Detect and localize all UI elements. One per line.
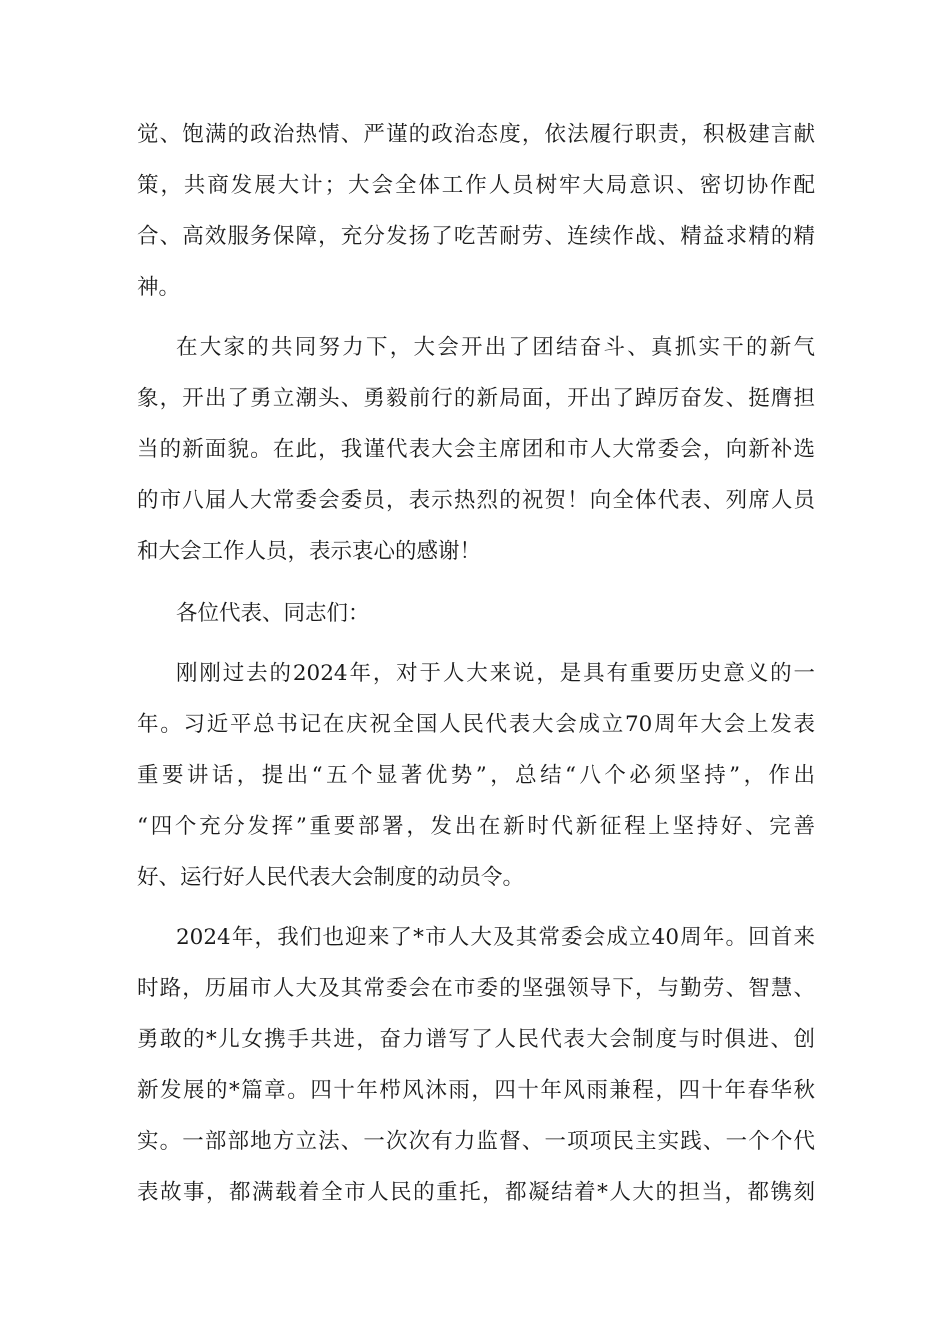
text-line: 和大会工作人员，表示衷心的感谢！ [137, 539, 482, 564]
text-line: 合、高效服务保障，充分发扬了吃苦耐劳、连续作战、精益求精的精 [137, 224, 815, 249]
text-line: 年。习近平总书记在庆祝全国人民代表大会成立70周年大会上发表 [137, 712, 815, 737]
text-line: 神。 [137, 275, 181, 300]
salutation: 各位代表、同志们： [176, 601, 370, 626]
text-line: 策，共商发展大计；大会全体工作人员树牢大局意识、密切协作配 [137, 173, 815, 198]
text-line: 2024年，我们也迎来了*市人大及其常委会成立40周年。回首来 [176, 925, 815, 950]
text-line: 的市八届人大常委会委员，表示热烈的祝贺！向全体代表、列席人员 [137, 488, 815, 513]
text-line: “四个充分发挥”重要部署，发出在新时代新征程上坚持好、完善 [137, 814, 815, 839]
text-line: 在大家的共同努力下，大会开出了团结奋斗、真抓实干的新气 [176, 335, 815, 360]
text-line: 新发展的*篇章。四十年栉风沐雨，四十年风雨兼程，四十年春华秋 [137, 1078, 815, 1103]
text-line: 刚刚过去的2024年，对于人大来说，是具有重要历史意义的一 [176, 661, 815, 686]
text-line: 时路，历届市人大及其常委会在市委的坚强领导下，与勤劳、智慧、 [137, 976, 815, 1001]
text-line: 好、运行好人民代表大会制度的动员令。 [137, 865, 525, 890]
text-line: 表故事，都满载着全市人民的重托，都凝结着*人大的担当，都镌刻 [137, 1180, 815, 1205]
text-line: 勇敢的*儿女携手共进，奋力谱写了人民代表大会制度与时俱进、创 [137, 1027, 815, 1052]
text-line: 重要讲话，提出“五个显著优势”，总结“八个必须坚持”，作出 [137, 763, 815, 788]
text-line: 觉、饱满的政治热情、严谨的政治态度，依法履行职责，积极建言献 [137, 122, 815, 147]
text-line: 象，开出了勇立潮头、勇毅前行的新局面，开出了踔厉奋发、挺膺担 [137, 386, 815, 411]
text-line: 当的新面貌。在此，我谨代表大会主席团和市人大常委会，向新补选 [137, 437, 815, 462]
text-line: 实。一部部地方立法、一次次有力监督、一项项民主实践、一个个代 [137, 1129, 815, 1154]
